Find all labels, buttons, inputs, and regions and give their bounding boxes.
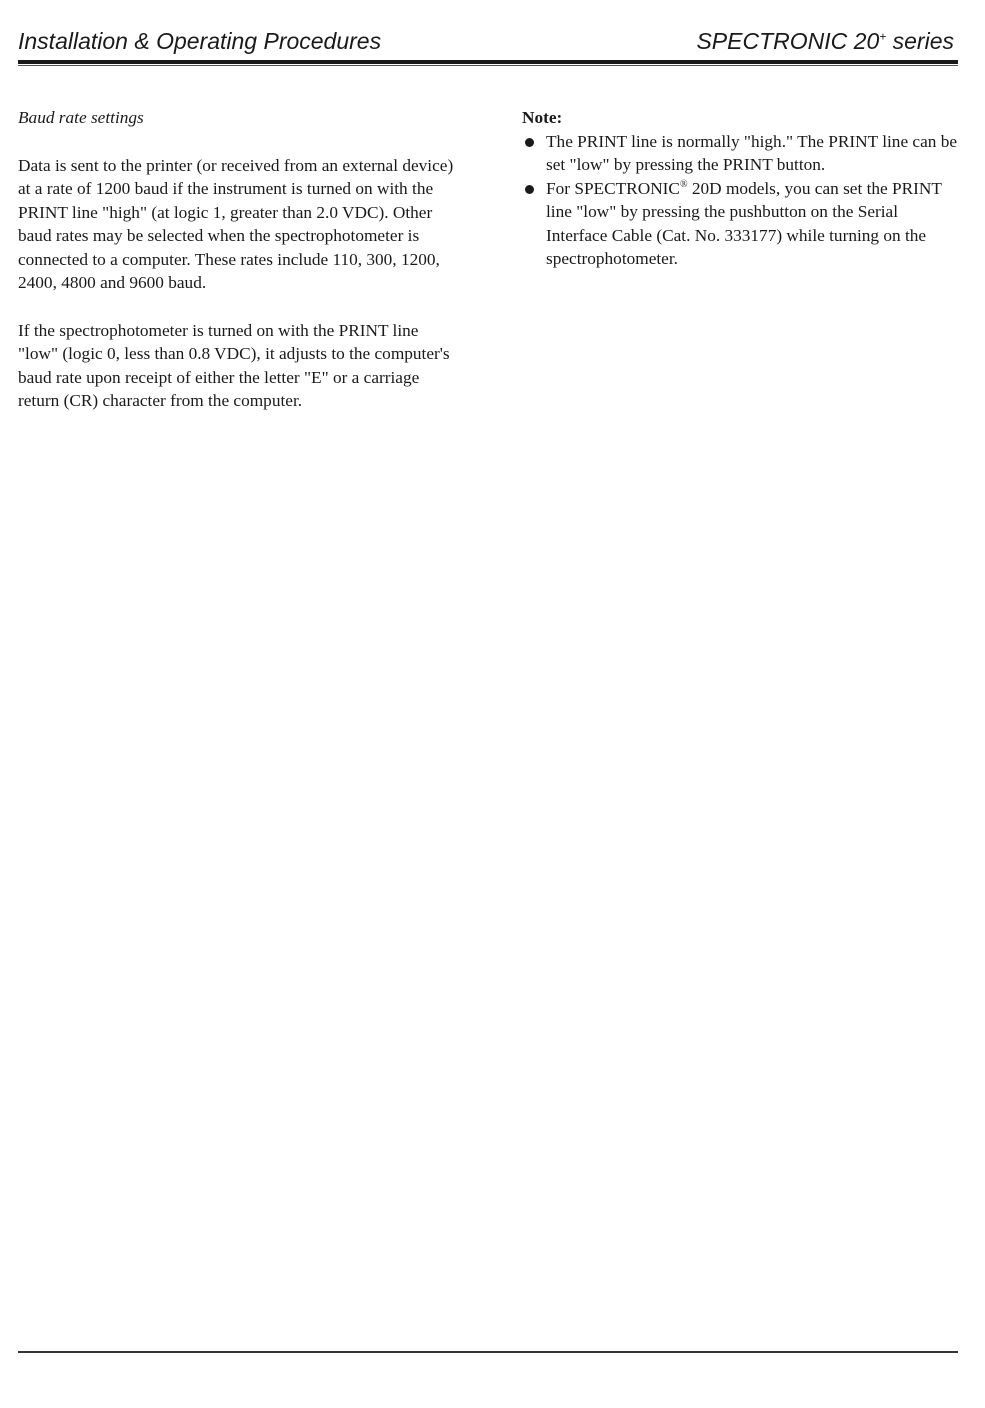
registered-mark: ® xyxy=(679,178,688,190)
page-header xyxy=(18,24,958,62)
paragraph-print-low: If the spectrophotometer is turned on with the PRINT line "low" (logic 0, less than 0.8 VDC), it adjusts to the computer's baud rate upon receipt of either the letter "E" or a carriage return (CR) character from the computer. xyxy=(18,320,450,410)
product-plus-mark: + xyxy=(879,29,887,44)
note-list xyxy=(522,130,962,271)
bullet-icon xyxy=(525,138,534,147)
product-series: series xyxy=(886,28,954,54)
header-manual-title: Installation & Operating Procedures xyxy=(18,28,382,54)
note-text: The PRINT line is normally "high." The PRINT line can be set "low" by pressing the PRINT button. xyxy=(546,131,958,174)
note-item xyxy=(522,177,962,271)
paragraph-baud-rate: Data is sent to the printer (or received from an external device) at a rate of 1200 baud if the instrument is turned on with the PRINT line "high" (at logic 1, greater than 2.0 VDC). Other baud rates may be selected when the spectrophotometer is connected to a computer. These rates include 110, 300, 1200, 2400, 4800 and 9600 baud. xyxy=(18,155,454,292)
note-title: Note: xyxy=(522,108,563,127)
header-product-title xyxy=(696,28,954,55)
left-column xyxy=(18,106,458,437)
product-name: SPECTRONIC 20 xyxy=(696,28,880,54)
bullet-icon xyxy=(525,185,534,194)
footer-rule xyxy=(18,1351,958,1353)
section-title: Baud rate settings xyxy=(18,108,144,127)
note-item xyxy=(522,130,962,177)
note-text-after: 20D models, you can set the PRINT line "low" by pressing the pushbutton on the Serial Interface Cable (Cat. No. 333177) while turning on the spectrophotometer. xyxy=(546,178,942,268)
header-rule xyxy=(18,60,958,66)
note-text-before: For SPECTRONIC xyxy=(546,178,680,198)
right-column xyxy=(522,106,962,271)
